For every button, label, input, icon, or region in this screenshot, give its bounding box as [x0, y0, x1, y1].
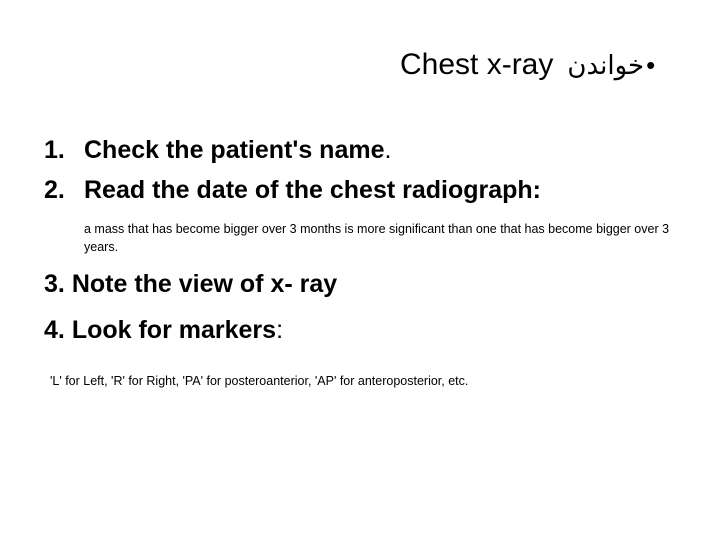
list-item-suffix: .	[384, 136, 392, 164]
list-item-text: Read the date of the chest radiograph:	[84, 176, 542, 204]
list-item-number: 2.	[44, 176, 65, 204]
list-item-check-name	[44, 136, 391, 165]
list-item-view	[44, 270, 337, 299]
title-bullet: •	[646, 50, 656, 80]
date-note: a mass that has become bigger over 3 months is more significant than one that has become bigger over 3 years.	[84, 222, 670, 254]
list-item-read-date	[44, 176, 541, 205]
markers-note: 'L' for Left, 'R' for Right, 'PA' for posteroanterior, 'AP' for anteroposterior, etc.	[50, 374, 469, 388]
list-item-text: Check the patient's name	[84, 136, 385, 164]
title-text: Chest x-ray	[400, 48, 554, 81]
list-item-number: 4.	[44, 316, 65, 344]
list-item-number: 3.	[44, 270, 65, 298]
list-item-text: Look for markers	[71, 316, 277, 344]
slide-title	[400, 48, 655, 82]
list-item-number: 1.	[44, 136, 65, 164]
list-item-markers	[44, 316, 283, 345]
list-item-suffix: :	[276, 316, 284, 344]
list-item-text: Note the view of x- ray	[71, 270, 338, 298]
title-arabic-text: خواندن	[567, 51, 645, 81]
